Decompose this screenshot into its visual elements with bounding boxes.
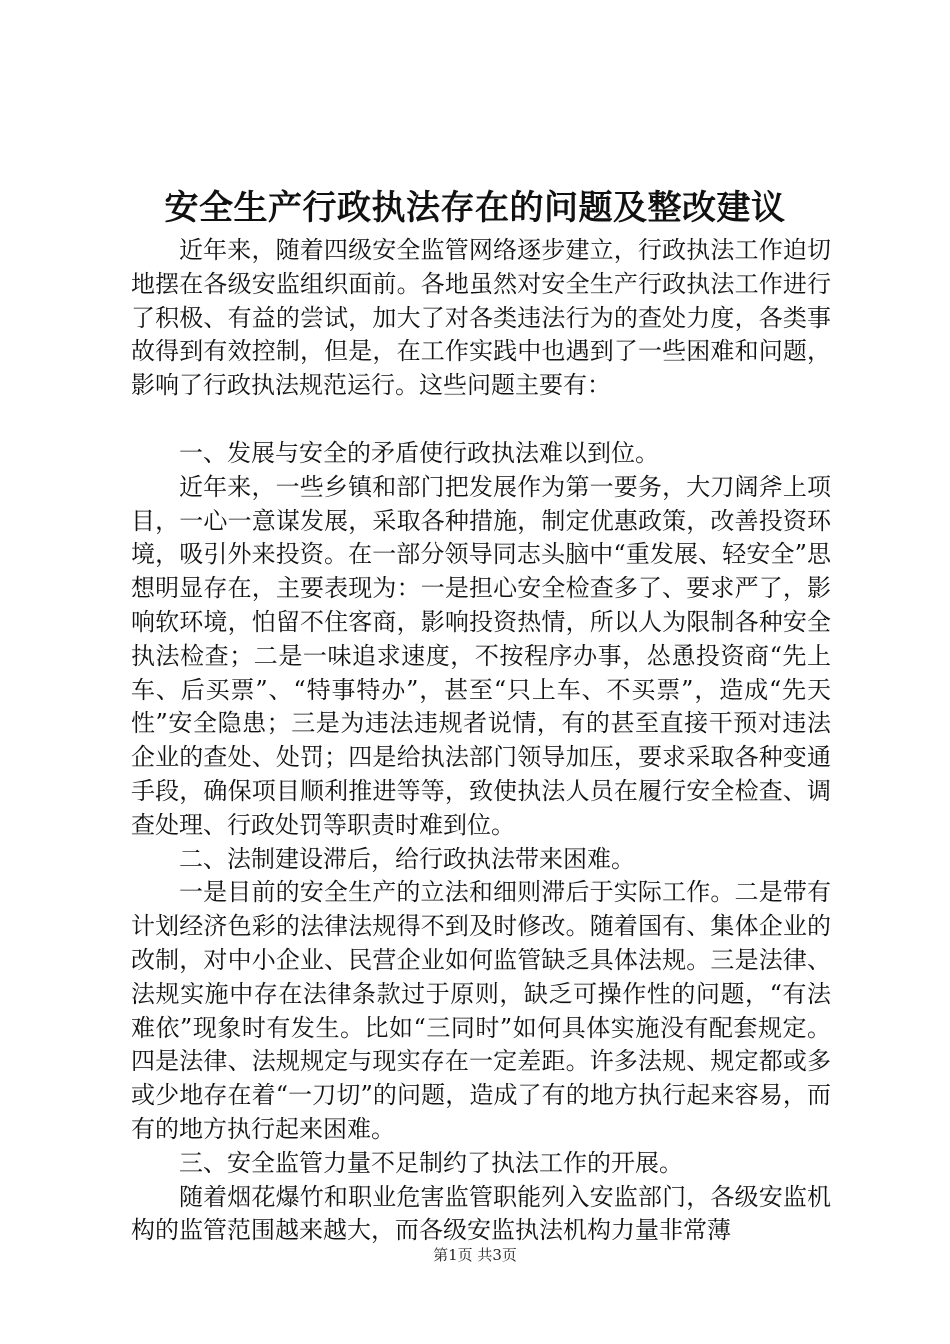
paragraph-section-3: 随着烟花爆竹和职业危害监管职能列入安监部门，各级安监机构的监管范围越来越大，而各级安监执法机构力量非常薄 (131, 1182, 831, 1245)
section-heading-1: 一、发展与安全的矛盾使行政执法难以到位。 (179, 438, 659, 467)
section-heading-3: 三、安全监管力量不足制约了执法工作的开展。 (179, 1148, 683, 1177)
section-heading-2: 二、法制建设滞后，给行政执法带来困难。 (179, 844, 635, 873)
document-title: 安全生产行政执法存在的问题及整改建议 (164, 188, 786, 228)
paragraph-section-2: 一是目前的安全生产的立法和细则滞后于实际工作。二是带有计划经济色彩的法律法规得不到及时修改。随着国有、集体企业的改制，对中小企业、民营企业如何监管缺乏具体法规。三是法律、法规实施中存在法律条款过于原则，缺乏可操作性的问题，“有法难依”现象时有发生。比如“三同时”如何具体实施没有配套规定。四是法律、法规规定与现实存在一定差距。许多法规、规定都或多或少地存在着“一刀切”的问题，造成了有的地方执行起来容易，而有的地方执行起来困难。 (131, 878, 831, 1143)
page-number-footer: 第1页 共3页 (433, 1246, 517, 1264)
document-body (131, 234, 831, 1248)
paragraph-section-1: 近年来，一些乡镇和部门把发展作为第一要务，大刀阔斧上项目，一心一意谋发展，采取各种措施，制定优惠政策，改善投资环境，吸引外来投资。在一部分领导同志头脑中“重发展、轻安全”思想明显存在，主要表现为：一是担心安全检查多了、要求严了，影响软环境，怕留不住客商，影响投资热情，所以人为限制各种安全执法检查；二是一味追求速度，不按程序办事，怂恿投资商“先上车、后买票”、“特事特办”，甚至“只上车、不买票”，造成“先天性”安全隐患；三是为违法违规者说情，有的甚至直接干预对违法企业的查处、处罚；四是给执法部门领导加压，要求采取各种变通手段，确保项目顺利推进等等，致使执法人员在履行安全检查、调查处理、行政处罚等职责时难到位。 (131, 472, 831, 839)
paragraph-spacer (131, 403, 831, 437)
paragraph-intro: 近年来，随着四级安全监管网络逐步建立，行政执法工作迫切地摆在各级安监组织面前。各地虽然对安全生产行政执法工作进行了积极、有益的尝试，加大了对各类违法行为的查处力度，各类事故得到有效控制，但是，在工作实践中也遇到了一些困难和问题，影响了行政执法规范运行。这些问题主要有： (131, 236, 831, 400)
